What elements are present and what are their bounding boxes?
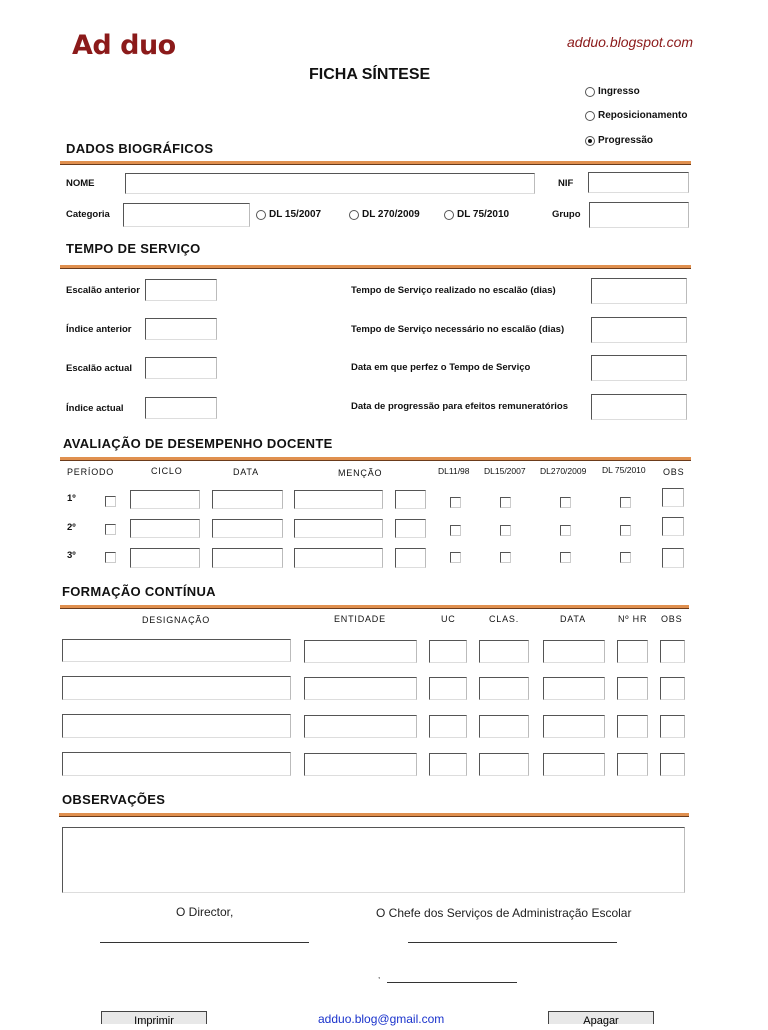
grupo-label: Grupo	[552, 209, 581, 220]
col-dl75-2010: DL 75/2010	[602, 465, 646, 475]
director-label: O Director,	[176, 905, 234, 919]
tempo-realizado-label: Tempo de Serviço realizado no escalão (dias)	[351, 285, 556, 296]
row-1-dl75-checkbox[interactable]	[620, 497, 631, 508]
radio-ingresso[interactable]	[585, 87, 595, 97]
indice-actual-label: Índice actual	[66, 403, 124, 414]
escalao-anterior-label: Escalão anterior	[66, 285, 140, 296]
col-dl11-98: DL11/98	[438, 466, 470, 476]
option-progressao-label: Progressão	[598, 135, 654, 146]
fdata-input[interactable]	[543, 715, 605, 738]
option-dl-15-2007[interactable]	[256, 209, 321, 220]
row-2-mencao-input[interactable]	[294, 519, 383, 538]
clas-input[interactable]	[479, 640, 529, 663]
row-period-2: 2º	[67, 522, 76, 533]
option-dl-270-2009[interactable]	[349, 209, 420, 220]
col-clas: CLAS.	[489, 614, 520, 624]
indice-actual-input[interactable]	[145, 397, 217, 419]
row-1-obs-input[interactable]	[662, 488, 684, 507]
nif-label: NIF	[558, 178, 574, 189]
col-obs: OBS	[663, 467, 685, 477]
row-3-dl270-checkbox[interactable]	[560, 552, 571, 563]
row-3-ciclo-input[interactable]	[130, 548, 200, 568]
chefe-label: O Chefe dos Serviços de Administração Escolar	[376, 906, 632, 920]
section-servico-heading: TEMPO DE SERVIÇO	[66, 241, 201, 256]
nhr-input[interactable]	[617, 753, 648, 776]
grupo-input[interactable]	[589, 202, 689, 228]
row-2-ciclo-input[interactable]	[130, 519, 200, 538]
nome-label: NOME	[66, 178, 95, 189]
observacoes-textarea[interactable]	[62, 827, 685, 893]
row-3-dl75-checkbox[interactable]	[620, 552, 631, 563]
col-entidade: ENTIDADE	[334, 614, 386, 624]
tempo-necessario-input[interactable]	[591, 317, 687, 343]
fobs-input[interactable]	[660, 715, 685, 738]
fobs-input[interactable]	[660, 677, 685, 700]
divider	[60, 265, 691, 269]
nome-input[interactable]	[125, 173, 535, 194]
entidade-input[interactable]	[304, 677, 417, 700]
row-period-1: 1º	[67, 493, 76, 504]
fobs-input[interactable]	[660, 640, 685, 663]
dl-270-2009-label: DL 270/2009	[362, 209, 420, 220]
director-signature-line	[100, 942, 309, 943]
uc-input[interactable]	[429, 640, 467, 663]
blog-url: adduo.blogspot.com	[567, 34, 694, 50]
radio-dl-270-2009[interactable]	[349, 210, 359, 220]
row-3-dl15-checkbox[interactable]	[500, 552, 511, 563]
page-title: FICHA SÍNTESE	[309, 66, 431, 83]
clas-input[interactable]	[479, 715, 529, 738]
row-2-dl15-checkbox[interactable]	[500, 525, 511, 536]
section-formacao-heading: FORMAÇÃO CONTÍNUA	[62, 584, 216, 599]
date-line	[387, 982, 517, 983]
divider	[60, 161, 691, 165]
designacao-input[interactable]	[62, 752, 291, 776]
escalao-actual-label: Escalão actual	[66, 363, 133, 374]
row-1-ciclo-input[interactable]	[130, 490, 200, 509]
option-dl-75-2010[interactable]	[444, 209, 509, 220]
data-perfez-input[interactable]	[591, 355, 687, 381]
fdata-input[interactable]	[543, 640, 605, 663]
col-mencao: MENÇÃO	[338, 468, 383, 478]
row-3-checkbox[interactable]	[105, 552, 116, 563]
indice-anterior-label: Índice anterior	[66, 324, 132, 335]
data-perfez-label: Data em que perfez o Tempo de Serviço	[351, 362, 531, 373]
radio-dl-15-2007[interactable]	[256, 210, 266, 220]
clas-input[interactable]	[479, 753, 529, 776]
fdata-input[interactable]	[543, 753, 605, 776]
row-2-dl11-checkbox[interactable]	[450, 525, 461, 536]
option-ingresso-label: Ingresso	[598, 86, 640, 97]
divider	[60, 457, 691, 461]
row-1-dl15-checkbox[interactable]	[500, 497, 511, 508]
print-button[interactable]: Imprimir	[101, 1011, 207, 1024]
uc-input[interactable]	[429, 715, 467, 738]
row-1-data-input[interactable]	[212, 490, 283, 509]
escalao-anterior-input[interactable]	[145, 279, 217, 301]
categoria-input[interactable]	[123, 203, 250, 227]
row-3-mencao-input[interactable]	[294, 548, 383, 568]
designacao-input[interactable]	[62, 714, 291, 738]
col-ciclo: CICLO	[151, 466, 183, 476]
data-progressao-input[interactable]	[591, 394, 687, 420]
fdata-input[interactable]	[543, 677, 605, 700]
dl-75-2010-label: DL 75/2010	[457, 209, 510, 220]
row-3-data-input[interactable]	[212, 548, 283, 568]
fobs-input[interactable]	[660, 753, 685, 776]
nhr-input[interactable]	[617, 640, 648, 663]
row-2-obs-input[interactable]	[662, 517, 684, 536]
row-2-dl75-checkbox[interactable]	[620, 525, 631, 536]
row-1-mencao-input[interactable]	[294, 490, 383, 509]
clear-button[interactable]: Apagar	[548, 1011, 654, 1024]
section-observacoes-heading: OBSERVAÇÕES	[62, 792, 166, 807]
row-3-obs-input[interactable]	[662, 548, 684, 568]
entidade-input[interactable]	[304, 640, 417, 663]
col-fobs: OBS	[661, 614, 683, 624]
row-2-mencao-extra-input[interactable]	[395, 519, 426, 538]
row-period-3: 3º	[67, 550, 76, 561]
radio-dl-75-2010[interactable]	[444, 210, 454, 220]
uc-input[interactable]	[429, 753, 467, 776]
data-progressao-label: Data de progressão para efeitos remuneratórios	[351, 401, 568, 412]
col-fdata: DATA	[560, 614, 586, 624]
col-dl270-2009: DL270/2009	[540, 466, 587, 476]
row-1-dl270-checkbox[interactable]	[560, 497, 571, 508]
col-dl15-2007: DL15/2007	[484, 466, 526, 476]
col-nhr: Nº HR	[618, 614, 648, 624]
row-1-dl11-checkbox[interactable]	[450, 497, 461, 508]
categoria-label: Categoria	[66, 209, 110, 220]
col-uc: UC	[441, 614, 456, 624]
divider	[60, 605, 689, 609]
radio-reposicionamento[interactable]	[585, 111, 595, 121]
nhr-input[interactable]	[617, 715, 648, 738]
nif-input[interactable]	[588, 172, 689, 193]
col-designacao: DESIGNAÇÃO	[142, 615, 211, 625]
divider	[59, 813, 689, 817]
escalao-actual-input[interactable]	[145, 357, 217, 379]
row-1-checkbox[interactable]	[105, 496, 116, 507]
contact-email[interactable]: adduo.blog@gmail.com	[318, 1012, 445, 1026]
option-ingresso[interactable]	[585, 86, 640, 97]
clas-input[interactable]	[479, 677, 529, 700]
logo: Ad duo	[72, 30, 176, 61]
row-3-dl11-checkbox[interactable]	[450, 552, 461, 563]
tempo-realizado-input[interactable]	[591, 278, 687, 304]
uc-input[interactable]	[429, 677, 467, 700]
row-2-data-input[interactable]	[212, 519, 283, 538]
row-2-checkbox[interactable]	[105, 524, 116, 535]
designacao-input[interactable]	[62, 676, 291, 700]
option-progressao[interactable]	[585, 135, 653, 146]
nhr-input[interactable]	[617, 677, 648, 700]
tempo-necessario-label: Tempo de Serviço necessário no escalão (dias)	[351, 324, 565, 335]
row-1-mencao-extra-input[interactable]	[395, 490, 426, 509]
col-data: DATA	[233, 467, 259, 477]
col-periodo: PERÍODO	[67, 467, 115, 477]
designacao-input[interactable]	[62, 639, 291, 662]
row-3-mencao-extra-input[interactable]	[395, 548, 426, 568]
radio-progressao[interactable]	[585, 136, 595, 146]
chefe-signature-line	[408, 942, 617, 943]
entidade-input[interactable]	[304, 753, 417, 776]
option-reposicionamento[interactable]	[585, 110, 687, 121]
date-comma: ,	[378, 971, 381, 980]
section-bio-heading: DADOS BIOGRÁFICOS	[66, 141, 214, 156]
section-avaliacao-heading: AVALIAÇÃO DE DESEMPENHO DOCENTE	[63, 436, 333, 451]
entidade-input[interactable]	[304, 715, 417, 738]
option-reposicionamento-label: Reposicionamento	[598, 110, 688, 121]
row-2-dl270-checkbox[interactable]	[560, 525, 571, 536]
indice-anterior-input[interactable]	[145, 318, 217, 340]
dl-15-2007-label: DL 15/2007	[269, 209, 322, 220]
